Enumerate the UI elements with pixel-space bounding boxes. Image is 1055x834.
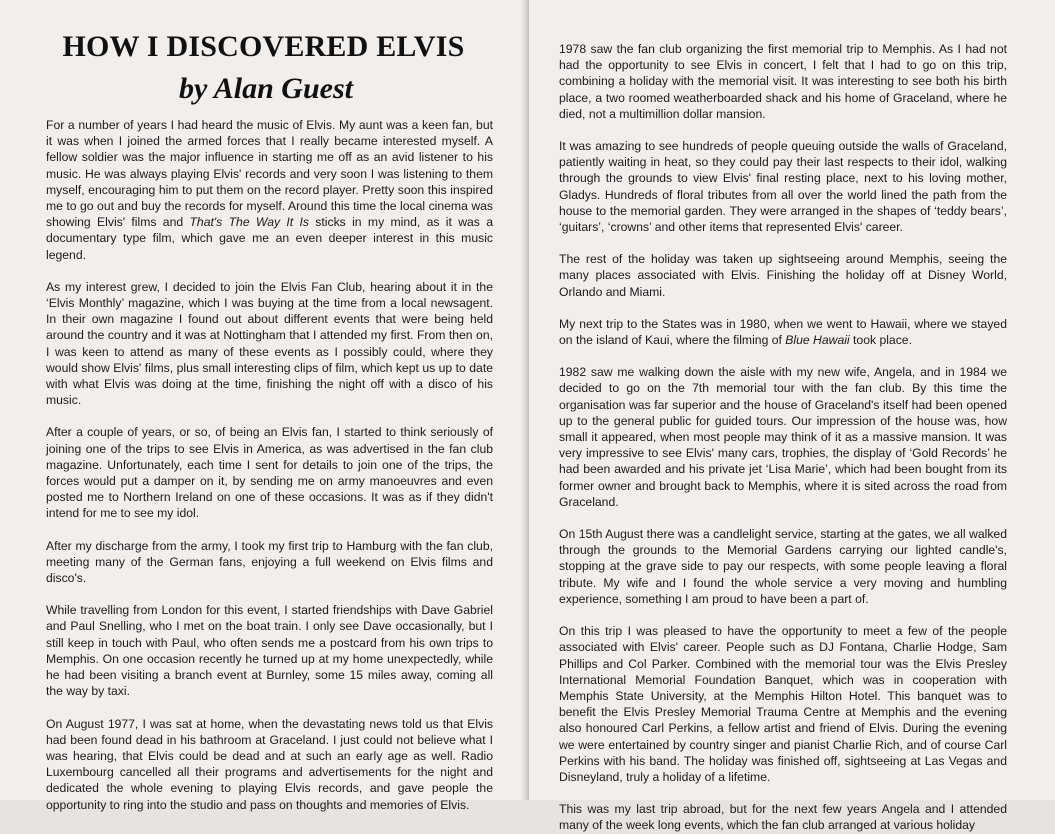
paragraph: After a couple of years, or so, of being an Elvis fan, I started to think seriously of joining one of the trips to see Elvis in America, as was advertised in the fan club magazine. Unfortunately, each time I sent for details to join one of the trips, the forces would put a damper on it, by sending me on army manoeuvres and even posted me to Northern Ireland on one of these occasions. It was as if they didn't intend for me to see my idol. [46,425,493,521]
paragraph: My next trip to the States was in 1980, when we went to Hawaii, where we stayed on the island of Kaui, where the filming of Blue Hawaii took place. [559,316,1007,348]
right-column [559,41,1007,834]
paragraph: As my interest grew, I decided to join the Elvis Fan Club, hearing about it in the ‘Elvis Monthly’ magazine, which I was buying at the time from a local newsagent. In their own magazine I found out about different events that were being held around the country and it was at Nottingham that I attended my first. From then on, I was keen to attend as many of these events as I possibly could, where they would show Elvis' films, plus small interesting clips of film, which kept us up to date with what Elvis was doing at the time, finishing the night off with a disco of his music. [46,279,493,408]
paragraph: After my discharge from the army, I took my first trip to Hamburg with the fan club, meeting many of the German fans, enjoying a full weekend on Elvis films and disco's. [46,538,493,586]
paragraph: This was my last trip abroad, but for the next few years Angela and I attended many of the week long events, which the fan club arranged at various holiday [559,802,1007,833]
paragraph: 1978 saw the fan club organizing the first memorial trip to Memphis. As I had not had the opportunity to see Elvis in concert, I felt that I had to go on this trip, combining a holiday with the memorial visit. It was interesting to see both his birth place, a two roomed weatherboarded shack and his home of Graceland, where he died, not a multimillion dollar mansion. [559,42,1007,121]
paragraph: While travelling from London for this event, I started friendships with Dave Gabriel and Paul Snelling, who I met on the boat train. I only see Dave occasionally, but I still keep in touch with Paul, who often sends me a postcard from his own trips to Memphis. On one occasion recently he turned up at my home unexpectedly, while he had been visiting a branch event at Burnley, some 15 miles away, coming all the way by taxi. [46,603,493,699]
paragraph: On 15th August there was a candlelight service, starting at the gates, we all walked through the grounds to the Memorial Gardens carrying our lighted candle's, stopping at the grave side to pay our respects, with some people leaving a floral tribute. My wife and I found the whole service a very moving and humbling experience, something I am proud to have been a part of. [559,527,1007,606]
paragraph: For a number of years I had heard the music of Elvis. My aunt was a keen fan, but it was when I joined the armed forces that I really became interested myself. A fellow soldier was the major influence in starting me off as an avid listener to his music. He was always playing Elvis' records and very soon I was listening to them myself, encouraging him to put them on the record player. Pretty soon this inspired me to go out and buy the records for myself. Around this time the local cinema was showing Elvis' films and That's The Way It Is sticks in my mind, as it was a documentary type film, which gave me an even deeper interest in this music legend. [46,118,494,262]
left-column [46,117,493,813]
paragraph: It was amazing to see hundreds of people queuing outside the walls of Graceland, patiently waiting in heat, so they could pay their last respects to their idol, walking through the grounds to view Elvis' final resting place, next to his loving mother, Gladys. Hundreds of floral tributes from all over the world lined the path from the house to the memorial garden. They were arranged in the shapes of ‘teddy bears’, ‘guitars’, ‘crowns’ and other items that represented Elvis' career. [559,139,1007,235]
right-page [529,0,1055,833]
left-page [0,0,527,812]
paragraph: The rest of the holiday was taken up sightseeing around Memphis, seeing the many places associated with Elvis. Finishing the holiday off at Disney World, Orlando and Miami. [559,252,1007,299]
article-byline: by Alan Guest [179,72,353,105]
article-title: HOW I DISCOVERED ELVIS [62,30,465,63]
paragraph: On this trip I was pleased to have the opportunity to meet a few of the people associated with Elvis' career. People such as DJ Fontana, Charlie Hodge, Sam Phillips and Col Parker. Combined with the memorial tour was the Elvis Presley International Memorial Foundation Banquet, which was in cooperation with Memphis State University, at the Memphis Hilton Hotel. This banquet was to benefit the Elvis Presley Memorial Trauma Centre at Memphis and the evening also honoured Carl Perkins, a fellow artist and friend of Elvis. During the evening we were entertained by country singer and pianist Charlie Rich, and of course Carl Perkins with his band. The holiday was finished off, sightseeing at Las Vegas and Disneyland, truly a holiday of a lifetime. [559,624,1007,784]
paragraph: On August 1977, I was sat at home, when the devastating news told us that Elvis had been found dead in his bathroom at Graceland. I just could not believe what I was hearing, that Elvis could be dead and at such an early age as well. Radio Luxembourg cancelled all their programs and advertisements for the night and dedicated the whole evening to playing Elvis records, and gave people the opportunity to ring into the studio and pass on thoughts and memories of Elvis. [46,716,493,812]
paragraph: 1982 saw me walking down the aisle with my new wife, Angela, and in 1984 we decided to go on the 7th memorial tour with the fan club. By this time the organisation was far superior and the house of Graceland's itself had been opened up to the general public for guided tours. Our impression of the house was, how small it appeared, when most people may think of it as a massive mansion. It was very impressive to see Elvis' many cars, trophies, the display of ‘Gold Records’ he had been awarded and his private jet ‘Lisa Marie’, which had been bought from its former owner and brought back to Memphis, where it is sited across the road from Graceland. [559,365,1007,509]
